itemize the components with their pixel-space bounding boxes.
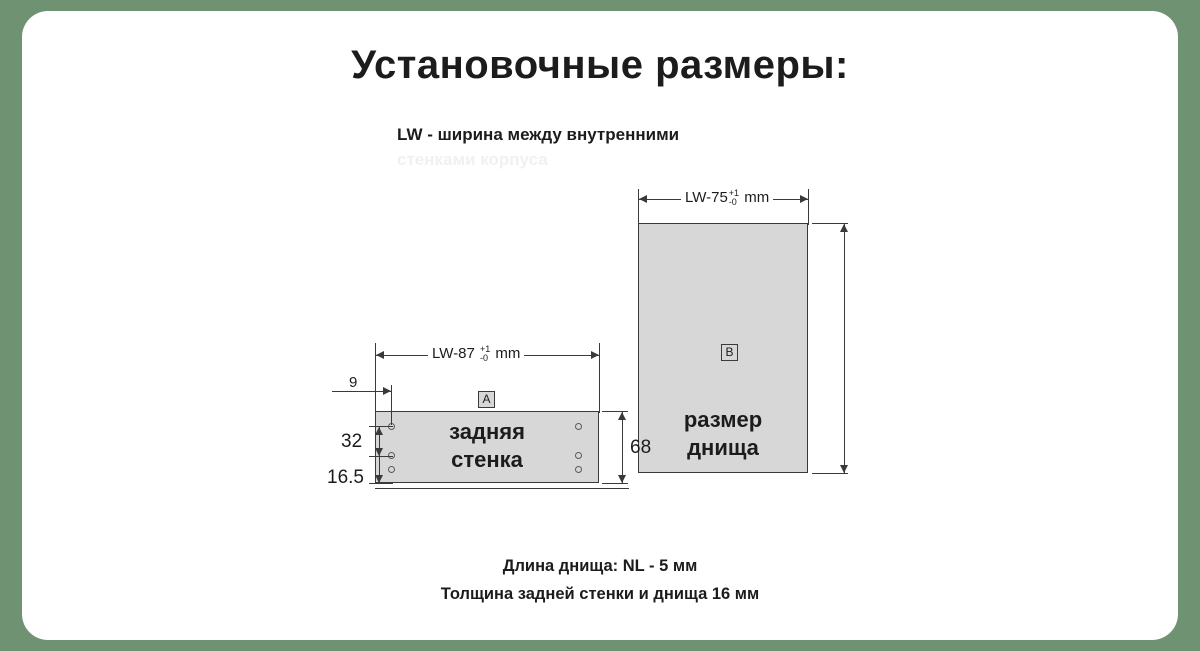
panel-back-width-unit: mm	[495, 345, 521, 362]
panel-back-tol-minus: -0	[479, 353, 488, 364]
panel-back-offset-label: 9	[349, 374, 358, 391]
panel-back-label	[375, 418, 599, 473]
panel-bottom-tol-plus: +1	[728, 188, 740, 199]
panel-back-hole-32-arrow-top	[375, 427, 383, 435]
subtitle-block	[397, 123, 867, 172]
panel-bottom-height-ext-bottom	[812, 473, 848, 474]
note-bottom-length: Длина днища: NL - 5 мм	[502, 557, 698, 575]
panel-back-offset-arrow	[383, 387, 391, 395]
panel-bottom-tol-minus: -0	[728, 197, 737, 208]
panel-back-tol-plus: +1	[479, 344, 491, 355]
subtitle-line-2: стенками корпуса	[397, 149, 548, 169]
panel-bottom-width-tolerance	[729, 189, 739, 207]
panel-bottom-width-value: LW-75	[685, 189, 728, 206]
panel-back-hole-dim-32-label: 32	[341, 431, 363, 452]
panel-bottom-label	[638, 406, 808, 461]
panel-bottom-height-dim-line	[844, 223, 845, 473]
panel-back-height-arrow-bottom	[618, 475, 626, 483]
panel-bottom-label-line-2: днища	[687, 434, 759, 460]
panel-back-height-arrow-top	[618, 412, 626, 420]
panel-bottom-width-label	[681, 189, 773, 207]
mounting-hole	[388, 466, 395, 473]
panel-back-width-label	[428, 345, 524, 363]
subtitle-line-1: LW - ширина между внутренними	[397, 125, 680, 144]
panel-back-height-ext-bottom	[602, 483, 628, 484]
mounting-hole	[575, 466, 582, 473]
panel-back-offset-ext-line	[391, 385, 392, 425]
panel-bottom-ext-line-right	[808, 189, 809, 225]
panel-back-height-label: 68	[630, 437, 652, 458]
panel-bottom-tag: B	[721, 344, 738, 361]
panel-back-hole-dim-165-label: 16.5	[327, 467, 364, 488]
panel-bottom-height-arrow-top	[840, 224, 848, 232]
mounting-hole	[575, 423, 582, 430]
panel-bottom-width-unit: mm	[744, 189, 770, 206]
panel-back-label-line-2: стенка	[451, 446, 523, 472]
panel-back-label-line-1: задняя	[449, 419, 525, 444]
panel-back-bottom-ext-line	[375, 488, 629, 489]
panel-bottom-label-line-1: размер	[683, 407, 763, 432]
panel-back-width-tolerance	[480, 345, 490, 363]
panel-back-width-arrow-left	[376, 351, 384, 359]
panel-back-hole-32-ext-bottom	[369, 456, 393, 457]
panel-back-ext-line-right	[599, 343, 600, 413]
panel-back-tag: A	[478, 391, 495, 408]
panel-back-height-dim-line	[622, 411, 623, 483]
mounting-hole	[575, 452, 582, 459]
panel-back-width-value: LW-87	[432, 345, 475, 362]
panel-back-hole-165-arrow-bottom	[375, 475, 383, 483]
panel-back-hole-165-ext-bottom	[369, 483, 393, 484]
panel-bottom-width-arrow-right	[800, 195, 808, 203]
panel-bottom-width-arrow-left	[639, 195, 647, 203]
panel-bottom-height-arrow-bottom	[840, 465, 848, 473]
panel-back-hole-32-arrow-bottom	[375, 448, 383, 456]
diagram-card	[22, 11, 1178, 640]
panel-back-width-arrow-right	[591, 351, 599, 359]
page-title: Установочные размеры:	[351, 43, 849, 87]
note-thickness: Толщина задней стенки и днища 16 мм	[440, 585, 760, 603]
